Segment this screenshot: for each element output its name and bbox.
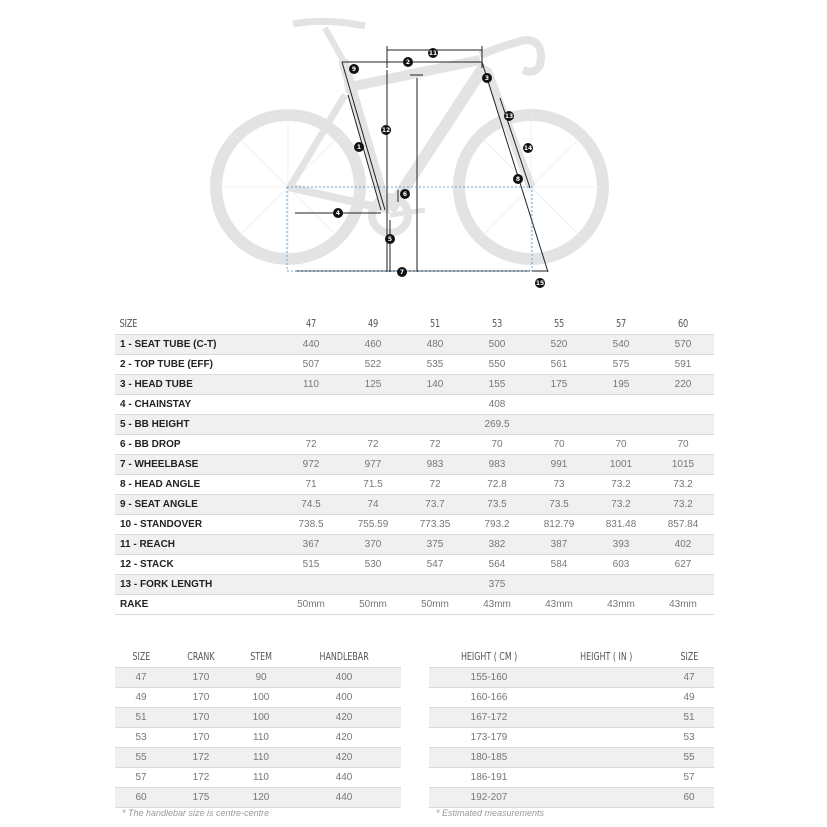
components-row-cell: 110 (235, 748, 287, 768)
geometry-cell: 793.2 (466, 515, 528, 535)
geometry-cell: 71.5 (342, 475, 404, 495)
components-row-cell: 420 (287, 728, 401, 748)
geometry-cell: 991 (528, 455, 590, 475)
geometry-cell: 831.48 (590, 515, 652, 535)
svg-text:13: 13 (504, 113, 514, 120)
geometry-cell: 480 (404, 335, 466, 355)
geometry-cell: 72.8 (466, 475, 528, 495)
rider-row-cell: 60 (664, 788, 714, 808)
geometry-cell: 70 (652, 435, 714, 455)
geometry-table-body (115, 335, 714, 615)
components-row-cell: 55 (115, 748, 167, 768)
rider-row-cell (549, 768, 664, 788)
rider-row-cell: 186-191 (429, 768, 549, 788)
rider-row-cell: 192-207 (429, 788, 549, 808)
geometry-row (115, 495, 714, 515)
components-row-cell: 53 (115, 728, 167, 748)
geometry-cell: 43mm (652, 595, 714, 615)
rider-row-cell: 55 (664, 748, 714, 768)
geometry-row (115, 515, 714, 535)
bike-geometry-diagram (205, 10, 625, 300)
components-row (115, 768, 401, 788)
rider-header-height-in: HEIGHT ( IN ) (549, 645, 664, 668)
callout-8 (513, 174, 523, 184)
geometry-cell: 408 (466, 395, 528, 415)
svg-text:11: 11 (428, 50, 438, 57)
estimated-note: * Estimated measurements (436, 808, 545, 818)
components-row-cell: 420 (287, 748, 401, 768)
geometry-cell: 74.5 (280, 495, 342, 515)
rider-table-body (429, 668, 714, 808)
rider-row-cell: 57 (664, 768, 714, 788)
geometry-cell: 73 (528, 475, 590, 495)
components-row-cell: 400 (287, 668, 401, 688)
geometry-cell: 570 (652, 335, 714, 355)
svg-text:1: 1 (356, 144, 362, 151)
geometry-row (115, 355, 714, 375)
rider-size-table (429, 645, 714, 808)
geometry-cell: 43mm (466, 595, 528, 615)
components-row (115, 668, 401, 688)
geometry-row-label: 3 - HEAD TUBE (115, 375, 280, 395)
rider-row-cell: 167-172 (429, 708, 549, 728)
rider-row (429, 748, 714, 768)
svg-text:5: 5 (387, 236, 393, 243)
geometry-cell (652, 415, 714, 435)
rider-row (429, 728, 714, 748)
svg-text:2: 2 (405, 59, 411, 66)
rider-row-cell (549, 688, 664, 708)
geometry-cell: 500 (466, 335, 528, 355)
geometry-cell (652, 395, 714, 415)
geometry-cell: 402 (652, 535, 714, 555)
size-column-header: 53 (474, 312, 521, 335)
rider-row-cell: 173-179 (429, 728, 549, 748)
geometry-cell: 522 (342, 355, 404, 375)
svg-text:9: 9 (351, 66, 357, 73)
callout-14 (523, 143, 533, 153)
components-row-cell: 57 (115, 768, 167, 788)
geometry-cell: 627 (652, 555, 714, 575)
components-header-size: SIZE (115, 645, 167, 668)
components-row-cell: 170 (167, 708, 235, 728)
geometry-cell (590, 415, 652, 435)
geometry-cell: 72 (342, 435, 404, 455)
rider-row (429, 708, 714, 728)
geometry-cell: 603 (590, 555, 652, 575)
components-row-cell: 420 (287, 708, 401, 728)
rider-row-cell (549, 748, 664, 768)
components-header-handlebar: HANDLEBAR (287, 645, 401, 668)
geometry-row (115, 415, 714, 435)
components-row-cell: 172 (167, 748, 235, 768)
geometry-cell: 73.2 (652, 495, 714, 515)
geometry-cell: 983 (466, 455, 528, 475)
geometry-row-label: 8 - HEAD ANGLE (115, 475, 280, 495)
rider-row (429, 788, 714, 808)
size-header: SIZE (115, 312, 239, 335)
geometry-cell: 584 (528, 555, 590, 575)
callout-4 (333, 208, 343, 218)
rider-row-cell: 180-185 (429, 748, 549, 768)
geometry-row-label: 5 - BB HEIGHT (115, 415, 280, 435)
components-row-cell: 175 (167, 788, 235, 808)
handlebar-note: * The handlebar size is centre-centre (122, 808, 270, 818)
callout-5 (385, 234, 395, 244)
geometry-header-row (115, 312, 714, 335)
geometry-cell: 367 (280, 535, 342, 555)
size-column-header: 55 (536, 312, 583, 335)
geometry-row-label: 13 - FORK LENGTH (115, 575, 280, 595)
geometry-cell (528, 575, 590, 595)
components-row-cell: 170 (167, 688, 235, 708)
geometry-row-label: 1 - SEAT TUBE (C-T) (115, 335, 280, 355)
callout-2 (403, 57, 413, 67)
rider-row (429, 768, 714, 788)
geometry-cell (590, 575, 652, 595)
components-row-cell: 440 (287, 788, 401, 808)
geometry-row-label: 12 - STACK (115, 555, 280, 575)
components-table (115, 645, 401, 808)
geometry-cell (404, 395, 466, 415)
geometry-cell: 812.79 (528, 515, 590, 535)
rider-row-cell (549, 668, 664, 688)
components-row (115, 748, 401, 768)
components-row-cell: 172 (167, 768, 235, 788)
geometry-cell: 535 (404, 355, 466, 375)
components-row-cell: 110 (235, 728, 287, 748)
callout-15 (535, 278, 545, 288)
rider-row (429, 668, 714, 688)
components-row-cell: 51 (115, 708, 167, 728)
rider-row-cell: 49 (664, 688, 714, 708)
svg-text:7: 7 (399, 269, 405, 276)
geometry-cell: 972 (280, 455, 342, 475)
geometry-cell: 370 (342, 535, 404, 555)
geometry-cell: 140 (404, 375, 466, 395)
rider-row (429, 688, 714, 708)
geometry-cell: 220 (652, 375, 714, 395)
components-row-cell: 100 (235, 708, 287, 728)
size-column-header: 49 (350, 312, 397, 335)
handlebar (480, 40, 541, 72)
geometry-row (115, 435, 714, 455)
geometry-cell (404, 415, 466, 435)
geometry-cell: 977 (342, 455, 404, 475)
geometry-cell (280, 415, 342, 435)
geometry-row-label: 9 - SEAT ANGLE (115, 495, 280, 515)
rider-row-cell: 53 (664, 728, 714, 748)
components-row (115, 688, 401, 708)
callout-12 (381, 125, 391, 135)
geometry-cell: 71 (280, 475, 342, 495)
svg-text:15: 15 (535, 280, 545, 287)
components-row-cell: 120 (235, 788, 287, 808)
geometry-cell: 43mm (528, 595, 590, 615)
geometry-cell (528, 415, 590, 435)
rider-row-cell: 160-166 (429, 688, 549, 708)
geometry-cell: 564 (466, 555, 528, 575)
geometry-row-label: 7 - WHEELBASE (115, 455, 280, 475)
geometry-row-label: 6 - BB DROP (115, 435, 280, 455)
geometry-cell: 515 (280, 555, 342, 575)
geometry-row-label: RAKE (115, 595, 280, 615)
geometry-cell: 43mm (590, 595, 652, 615)
svg-text:12: 12 (381, 127, 391, 134)
geometry-cell: 73.2 (652, 475, 714, 495)
geometry-cell (280, 575, 342, 595)
rider-header-size: SIZE (664, 645, 714, 668)
components-header-stem: STEM (235, 645, 287, 668)
components-row-cell: 90 (235, 668, 287, 688)
geometry-row (115, 455, 714, 475)
components-row (115, 788, 401, 808)
geometry-row-label: 4 - CHAINSTAY (115, 395, 280, 415)
rider-row-cell (549, 708, 664, 728)
callout-11 (428, 48, 438, 58)
geometry-cell (280, 395, 342, 415)
geometry-cell: 72 (404, 475, 466, 495)
geometry-cell: 440 (280, 335, 342, 355)
geometry-cell: 1015 (652, 455, 714, 475)
rider-row-cell: 47 (664, 668, 714, 688)
components-row (115, 728, 401, 748)
geometry-cell: 73.5 (466, 495, 528, 515)
geometry-cell: 375 (404, 535, 466, 555)
geometry-cell: 50mm (342, 595, 404, 615)
geometry-cell: 195 (590, 375, 652, 395)
geometry-cell: 74 (342, 495, 404, 515)
rider-row-cell (549, 728, 664, 748)
components-row-cell: 110 (235, 768, 287, 788)
top-tube (345, 60, 480, 88)
svg-text:3: 3 (484, 75, 490, 82)
svg-text:14: 14 (523, 145, 533, 152)
geometry-cell (342, 415, 404, 435)
geometry-cell: 460 (342, 335, 404, 355)
geometry-row (115, 395, 714, 415)
geometry-cell: 507 (280, 355, 342, 375)
geometry-row (115, 335, 714, 355)
callout-3 (482, 73, 492, 83)
geometry-cell: 73.5 (528, 495, 590, 515)
geometry-cell: 561 (528, 355, 590, 375)
geometry-cell (528, 395, 590, 415)
geometry-cell: 540 (590, 335, 652, 355)
components-header-crank: CRANK (167, 645, 235, 668)
saddle (293, 21, 365, 26)
geometry-cell: 175 (528, 375, 590, 395)
geometry-cell (342, 575, 404, 595)
rider-row-cell: 155-160 (429, 668, 549, 688)
size-column-header: 57 (598, 312, 645, 335)
geometry-cell: 773.35 (404, 515, 466, 535)
geometry-cell: 70 (528, 435, 590, 455)
geometry-cell: 50mm (280, 595, 342, 615)
callout-6 (400, 189, 410, 199)
rider-header-row (429, 645, 714, 668)
geometry-cell: 110 (280, 375, 342, 395)
components-row-cell: 170 (167, 728, 235, 748)
svg-text:8: 8 (515, 176, 521, 183)
rider-row-cell (549, 788, 664, 808)
geometry-row-label: 10 - STANDOVER (115, 515, 280, 535)
geometry-row (115, 575, 714, 595)
geometry-cell: 72 (280, 435, 342, 455)
callout-1 (354, 142, 364, 152)
geometry-row (115, 595, 714, 615)
geometry-row (115, 475, 714, 495)
size-column-header: 47 (288, 312, 335, 335)
geometry-cell: 857.84 (652, 515, 714, 535)
components-row (115, 708, 401, 728)
geometry-row (115, 375, 714, 395)
reference-lines (287, 187, 532, 271)
components-row-cell: 400 (287, 688, 401, 708)
geometry-cell (404, 575, 466, 595)
geometry-cell: 393 (590, 535, 652, 555)
callout-7 (397, 267, 407, 277)
components-row-cell: 47 (115, 668, 167, 688)
components-row-cell: 49 (115, 688, 167, 708)
geometry-cell: 155 (466, 375, 528, 395)
components-table-body (115, 668, 401, 808)
geometry-cell: 269.5 (466, 415, 528, 435)
bike-silhouette (216, 21, 603, 259)
geometry-cell: 375 (466, 575, 528, 595)
components-row-cell: 100 (235, 688, 287, 708)
geometry-cell: 73.2 (590, 475, 652, 495)
svg-text:4: 4 (335, 210, 341, 217)
seatpost (325, 28, 343, 60)
callout-13 (504, 111, 514, 121)
geometry-cell: 520 (528, 335, 590, 355)
geometry-cell: 72 (404, 435, 466, 455)
geometry-cell: 50mm (404, 595, 466, 615)
geometry-row (115, 555, 714, 575)
geometry-row-label: 11 - REACH (115, 535, 280, 555)
rider-header-height-cm: HEIGHT ( CM ) (429, 645, 549, 668)
geometry-cell: 547 (404, 555, 466, 575)
geometry-cell: 1001 (590, 455, 652, 475)
geometry-cell: 70 (590, 435, 652, 455)
geometry-cell (342, 395, 404, 415)
geometry-cell: 983 (404, 455, 466, 475)
svg-text:6: 6 (402, 191, 408, 198)
components-row-cell: 170 (167, 668, 235, 688)
geometry-row-label: 2 - TOP TUBE (EFF) (115, 355, 280, 375)
geometry-cell: 73.2 (590, 495, 652, 515)
geometry-cell (590, 395, 652, 415)
geometry-cell: 591 (652, 355, 714, 375)
geometry-cell: 575 (590, 355, 652, 375)
components-header-row (115, 645, 401, 668)
geometry-cell: 530 (342, 555, 404, 575)
geometry-cell: 125 (342, 375, 404, 395)
rider-row-cell: 51 (664, 708, 714, 728)
components-row-cell: 60 (115, 788, 167, 808)
geometry-table (115, 312, 714, 615)
geometry-cell: 382 (466, 535, 528, 555)
geometry-cell: 70 (466, 435, 528, 455)
geometry-cell: 387 (528, 535, 590, 555)
geometry-cell: 73.7 (404, 495, 466, 515)
geometry-cell (652, 575, 714, 595)
size-column-header: 51 (412, 312, 459, 335)
geometry-cell: 738.5 (280, 515, 342, 535)
geometry-row (115, 535, 714, 555)
components-row-cell: 440 (287, 768, 401, 788)
size-column-header: 60 (660, 312, 707, 335)
geometry-cell: 755.59 (342, 515, 404, 535)
geometry-cell: 550 (466, 355, 528, 375)
callout-9 (349, 64, 359, 74)
